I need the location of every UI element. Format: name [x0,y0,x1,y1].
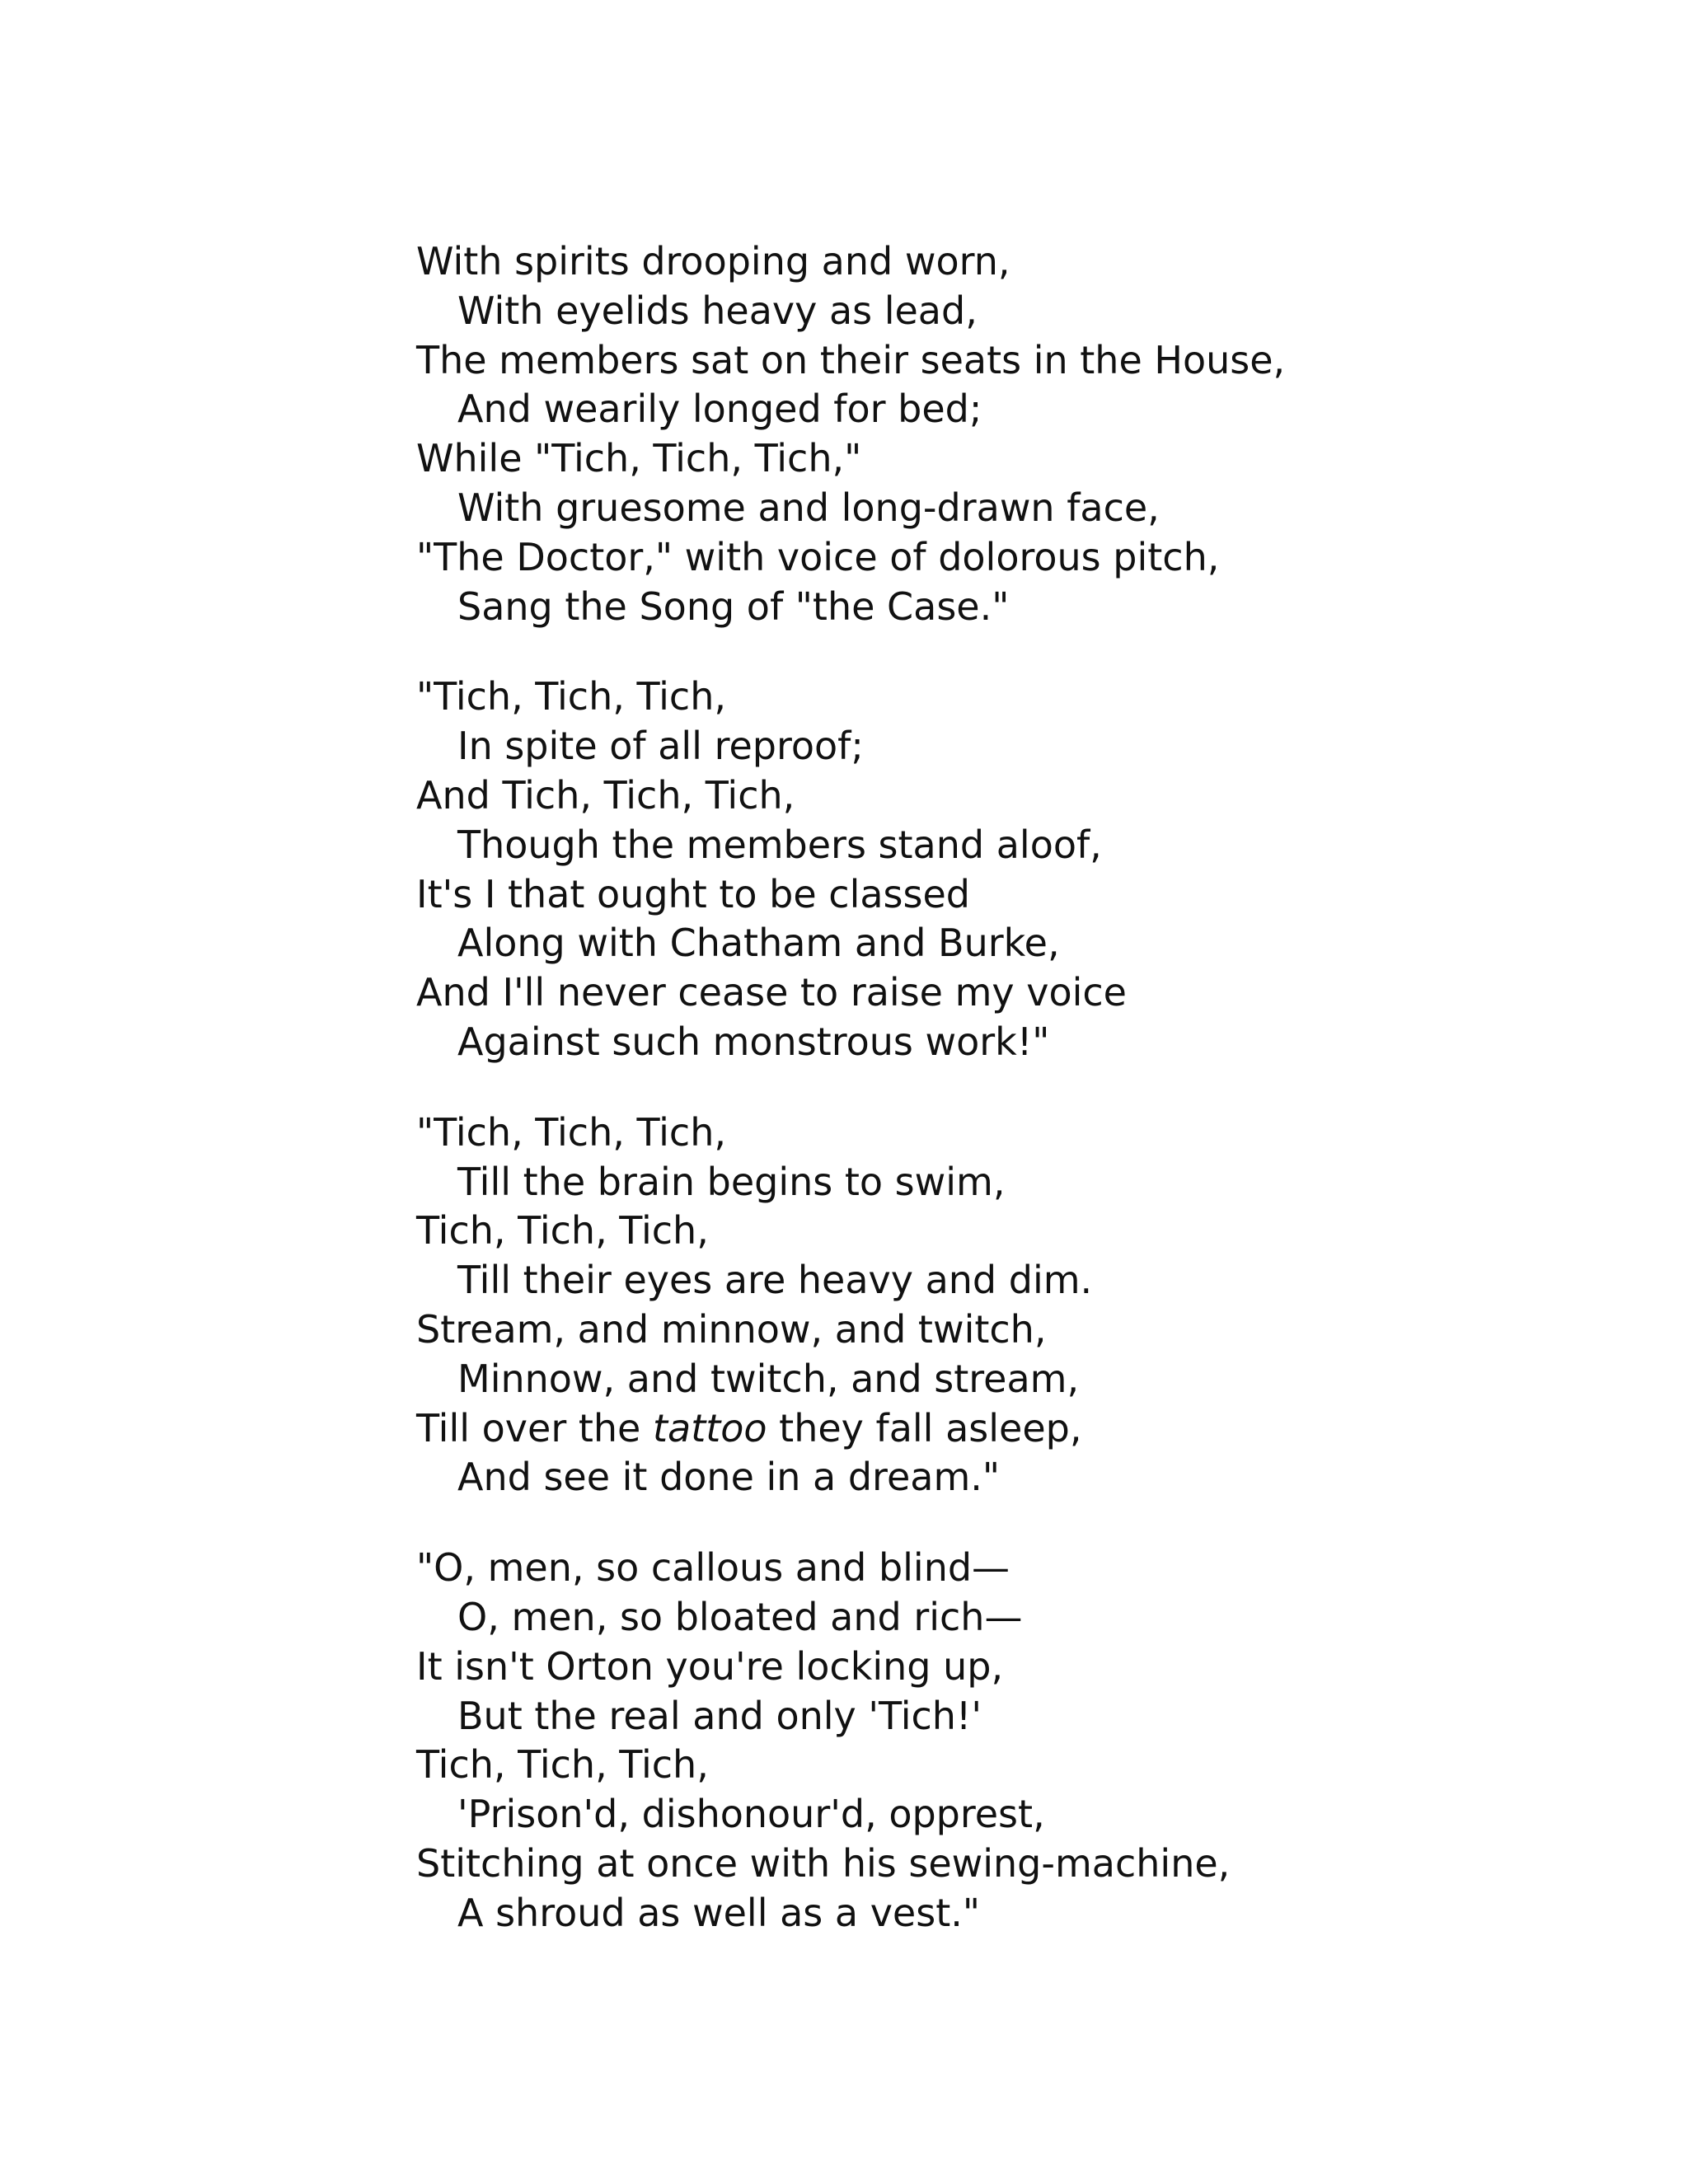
poem-line: Stitching at once with his sewing-machine, [416,1840,1231,1886]
poem-line: Minnow, and twitch, and stream, [457,1356,1080,1401]
poem-line: Stream, and minnow, and twitch, [416,1306,1047,1352]
poem-line: And wearily longed for bed; [457,387,982,432]
poem-line: Against such monstrous work!" [457,1019,1050,1064]
line-text-after: they fall asleep, [767,1405,1082,1451]
stanza-1 [416,237,1570,631]
poem-line: Along with Chatham and Burke, [457,921,1060,966]
poem-line: Tich, Tich, Tich, [416,1208,709,1254]
poem-line: O, men, so bloated and rich— [457,1594,1023,1639]
stanza-3 [416,1108,1570,1502]
poem-line: It's I that ought to be classed [416,871,970,916]
poem-line: "Tich, Tich, Tich, [416,674,726,719]
poem-line: While "Tich, Tich, Tich," [416,436,862,481]
poem-line: Till the brain begins to swim, [457,1159,1006,1204]
line-text-before: Till over the [416,1405,653,1451]
poem-line: Till their eyes are heavy and dim. [457,1258,1093,1303]
poem-line: "Tich, Tich, Tich, [416,1109,726,1155]
poem-line: 'Prison'd, dishonour'd, opprest, [457,1792,1045,1837]
poem-line: Sang the Song of "the Case." [457,583,1010,629]
poem-line: A shroud as well as a vest." [457,1890,981,1935]
poem-line: It isn't Orton you're locking up, [416,1643,1004,1689]
poem-line: And see it done in a dream." [457,1455,1001,1500]
poem-line: And I'll never cease to raise my voice [416,970,1127,1015]
poem-line: In spite of all reproof; [457,724,864,769]
poem-line: The members sat on their seats in the House, [416,337,1286,382]
italic-word: tattoo [652,1405,767,1451]
poem [416,237,1570,1980]
poem-line: With gruesome and long-drawn face, [457,485,1160,530]
stanza-2 [416,673,1570,1066]
poem-line: With spirits drooping and worn, [416,239,1010,284]
poem-line: Tich, Tich, Tich, [416,1742,709,1788]
poem-line: Though the members stand aloof, [457,822,1102,867]
poem-line: With eyelids heavy as lead, [457,288,978,333]
poem-line-with-italic [416,1404,1570,1454]
poem-line: And Tich, Tich, Tich, [416,772,795,818]
stanza-4 [416,1544,1570,1938]
poem-line: "O, men, so callous and blind— [416,1545,1010,1591]
poem-line: "The Doctor," with voice of dolorous pitch, [416,534,1220,579]
poem-line: But the real and only 'Tich!' [457,1693,982,1738]
